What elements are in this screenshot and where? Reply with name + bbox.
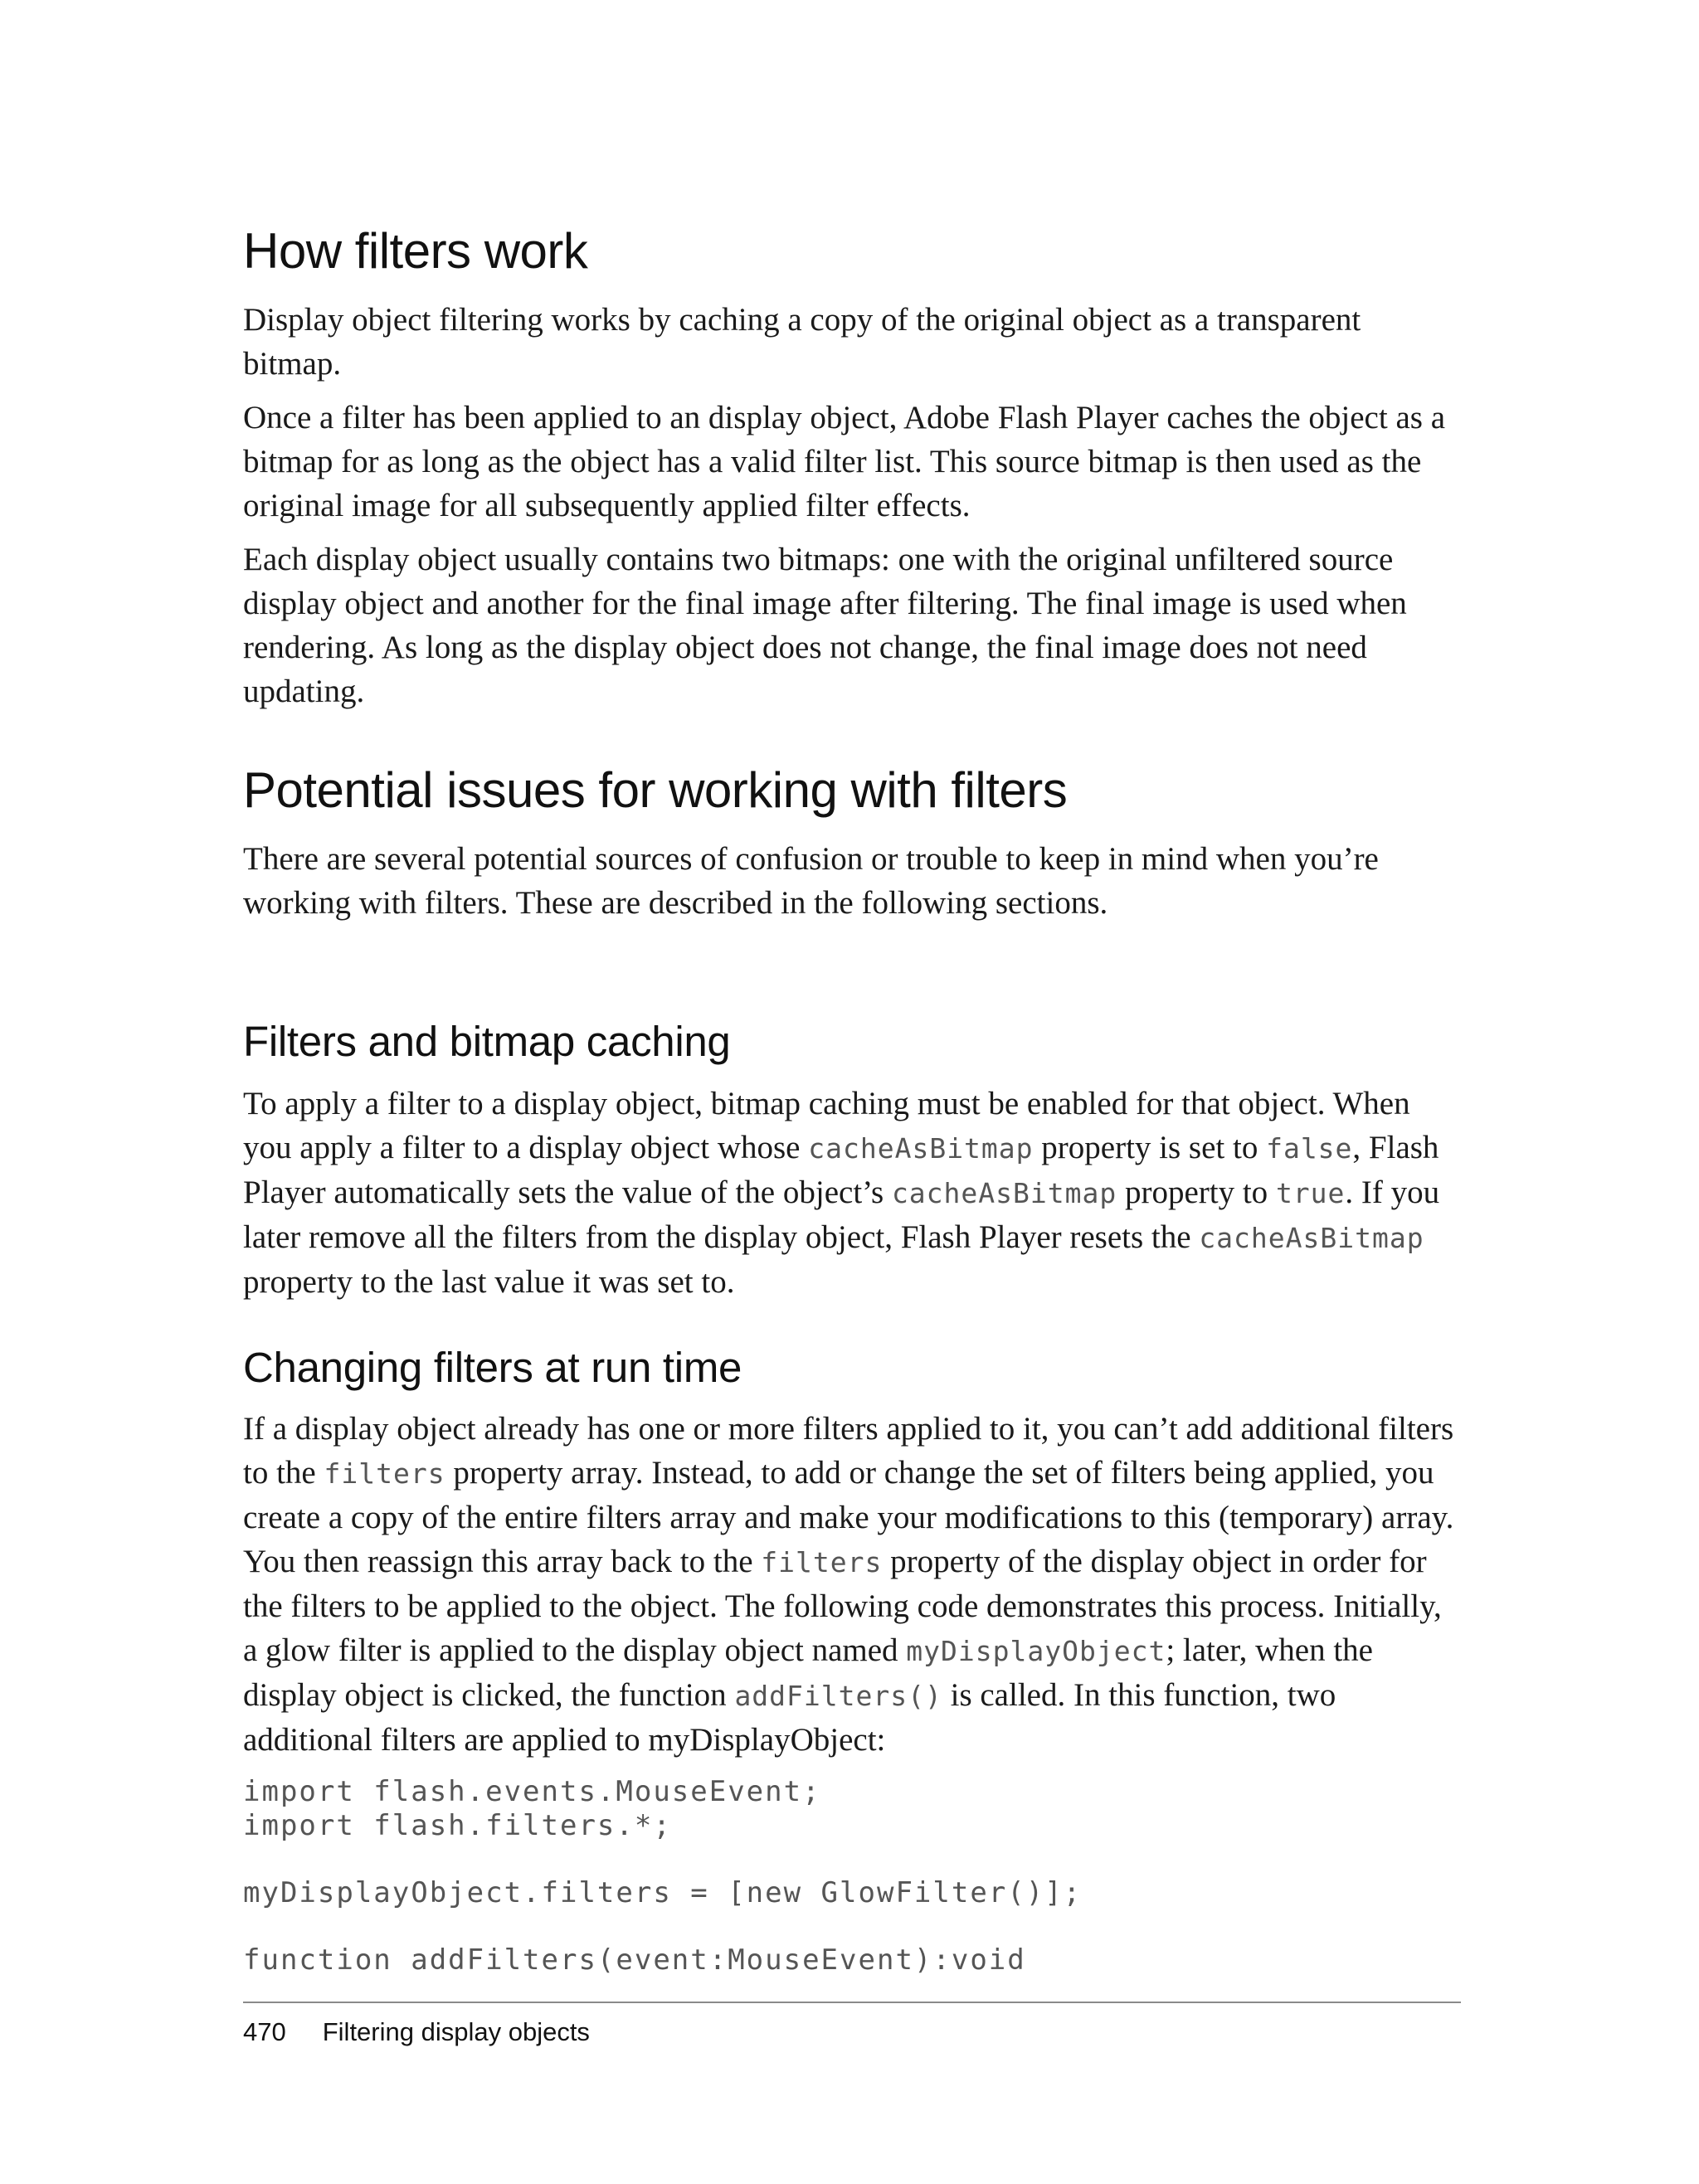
footer-divider	[243, 2002, 1461, 2003]
paragraph: There are several potential sources of confusion or trouble to keep in mind when you’re working with filters. These are described in the following sections.	[243, 841, 1379, 921]
inline-code: addFilters()	[734, 1680, 942, 1713]
code-line: import flash.filters.*;	[243, 1809, 672, 1843]
inline-code: cacheAsBitmap	[891, 1176, 1117, 1209]
chapter-title: Filtering display objects	[322, 2017, 590, 2046]
heading-changing-filters-at-run-time: Changing filters at run time	[243, 1343, 742, 1391]
code-block	[243, 1775, 1463, 1977]
heading-potential-issues: Potential issues for working with filters	[243, 762, 1068, 818]
paragraph: Once a filter has been applied to an display object, Adobe Flash Player caches the object as a bitmap for as long as the object has a valid filter list. This source bitmap is then used as the original image for all subsequently applied filter effects.	[243, 400, 1445, 523]
code-spacer	[243, 1910, 1463, 1943]
inline-code: false	[1266, 1131, 1353, 1165]
text-run: property to	[1117, 1174, 1276, 1210]
text-run: To apply a filter to a display object, bitmap caching must be enabled for that object. When you apply a filter to a display object whose	[243, 1085, 1410, 1165]
code-spacer	[243, 1843, 1463, 1876]
text-run: is called. In this function, two additional filters are applied to myDisplayObject:	[243, 1677, 1336, 1758]
paragraph	[243, 1407, 1463, 1762]
text-run: property array. Instead, to add or change the set of filters being applied, you create a copy of the entire filters array and make your modifications to this (temporary) array. You then reassign this array back to the	[243, 1455, 1454, 1580]
inline-code: cacheAsBitmap	[1199, 1221, 1424, 1254]
paragraph: Each display object usually contains two bitmaps: one with the original unfiltered source display object and another for the final image after filtering. The final image is used when rendering. As long as the display object does not change, the final image does not need updating.	[243, 542, 1407, 709]
inline-code: true	[1275, 1176, 1346, 1209]
text-run: property to the last value it was set to.	[243, 1263, 735, 1300]
inline-code: cacheAsBitmap	[808, 1131, 1034, 1165]
paragraph: Display object filtering works by caching a copy of the original object as a transparent bitmap.	[243, 302, 1361, 382]
text-run: property is set to	[1033, 1129, 1267, 1165]
inline-code: filters	[761, 1546, 883, 1579]
page-content	[243, 222, 1463, 1977]
text-run: , Flash Player automatically sets the value of the object’s	[243, 1129, 1439, 1210]
text-run: If a display object already has one or more filters applied to it, you can’t add additional filters to the	[243, 1411, 1454, 1491]
text-run: property of the display object in order for the filters to be applied to the object. The following code demonstrates this process. Initially, a glow filter is applied to the display object named	[243, 1544, 1442, 1669]
code-line: function addFilters(event:MouseEvent):void	[243, 1943, 1026, 1977]
text-run: . If you later remove all the filters from the display object, Flash Player resets the	[243, 1174, 1440, 1255]
heading-filters-and-bitmap-caching: Filters and bitmap caching	[243, 1018, 731, 1065]
code-line: import flash.events.MouseEvent;	[243, 1775, 821, 1809]
text-run: ; later, when the display object is clicked, the function	[243, 1632, 1373, 1714]
page-footer	[243, 2017, 590, 2047]
inline-code: myDisplayObject	[906, 1635, 1166, 1668]
paragraph	[243, 1082, 1463, 1304]
code-line: myDisplayObject.filters = [new GlowFilter()];	[243, 1876, 1083, 1910]
page-number: 470	[243, 2017, 286, 2046]
heading-how-filters-work: How filters work	[243, 223, 588, 279]
inline-code: filters	[324, 1457, 445, 1491]
